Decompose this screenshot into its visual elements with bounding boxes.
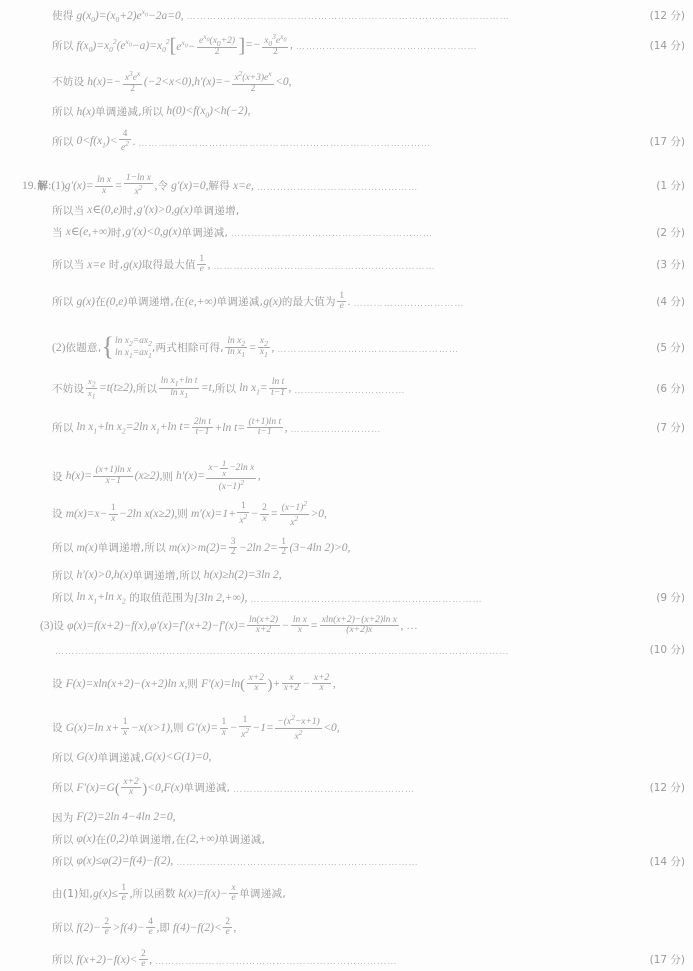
line-math: g′(x)=0, — [168, 179, 209, 192]
fraction: $\frac{(x-1)^2}{x^2}$ — [281, 498, 308, 528]
line-text: 所以当 — [52, 204, 85, 217]
line-text: 单调递增,所以 — [97, 542, 166, 555]
line-math: g′(x)>0,g(x) — [136, 204, 193, 216]
leader-dots: ……………………………………………………………… — [155, 956, 398, 966]
line-math: g(x) — [123, 258, 142, 271]
line-text: 所以 — [52, 922, 74, 935]
line-math: $\ln x_1+\ln$ $x_2=2\ln$ $x_1+\ln$ t= — [73, 421, 191, 436]
line-math: f(2)− — [73, 921, 101, 934]
line-math: = — [270, 507, 279, 520]
fraction: $\frac{2}{e}$ — [104, 916, 110, 938]
line-math: G(x)=ln x+ — [62, 721, 120, 734]
line-math: φ(x)=f(x+2)−f(x),φ′(x)=f′(x+2)−f′(x)= — [64, 619, 246, 632]
line-math: f(x+2)−f(x)< — [73, 953, 138, 966]
solution-line — [52, 70, 291, 95]
line-math: (2,+∞) — [186, 833, 219, 845]
score-label: (1 分) — [656, 180, 685, 193]
line-math: , — [289, 39, 293, 52]
line-math: <0, — [323, 721, 340, 734]
system-eq: $\ln x_1=ax_1$ — [114, 348, 152, 361]
leader-dots: ……………………………………………………………………………………………………………………… — [55, 646, 510, 656]
line-math: − — [281, 619, 290, 632]
line-math: (0,2) — [106, 833, 129, 845]
fraction: $\frac{\text{1−ln x}}{x^2}$ — [125, 172, 151, 198]
fraction: $\frac{\text{ln x}}{x}$ — [97, 174, 112, 196]
line-math: (e,+∞) — [184, 295, 217, 308]
solution-line — [52, 538, 350, 559]
fraction: $\frac{\text{2ln t}}{t-1}$ — [193, 416, 211, 438]
line-text: 则 — [177, 508, 189, 521]
line-text: 时, — [122, 204, 137, 217]
line-text: 所以当 — [52, 259, 85, 272]
leader-dots: ………………………………………… — [256, 183, 419, 193]
line-math: − — [302, 677, 311, 690]
line-text: 设 — [52, 722, 63, 735]
solution-line — [52, 332, 685, 362]
solution-line — [52, 255, 685, 276]
leader-dots: ……………………………………………… — [277, 344, 460, 354]
fraction: $\frac{\text{(x+1)ln x}}{x-1}$ — [95, 465, 132, 486]
fraction: $\frac{1}{e}$ — [339, 290, 345, 312]
solution-line — [52, 292, 685, 313]
fraction: $\frac{\text{(t+1)ln t}}{t-1}$ — [248, 416, 282, 438]
line-math: g′(x)= — [64, 179, 94, 192]
line-text: 所以 — [52, 542, 74, 555]
line-text: 设 — [53, 620, 65, 633]
line-math: φ(x) — [73, 833, 96, 845]
solution-line — [52, 645, 685, 656]
line-math: F(2)=2ln 4−4ln 2=0, — [73, 811, 176, 823]
line-math: $\ln x_1+\ln$ $x_2$ — [73, 591, 126, 606]
line-math: . — [347, 295, 351, 308]
line-text: 所以 — [52, 569, 74, 582]
fraction: $\frac{\ln(x+2)}{x+2}$ — [248, 614, 279, 636]
leader-dots: …………………………………………………… — [231, 229, 434, 239]
solution-line — [52, 8, 685, 24]
line-text: 解得 — [208, 180, 231, 193]
line-text: 依题意, — [65, 342, 102, 355]
line-text: 即 — [159, 922, 171, 935]
fraction: $\frac{x}{e}$ — [231, 882, 236, 904]
line-math: −1= — [252, 721, 274, 734]
solution-line — [52, 856, 685, 868]
line-text: 时, — [110, 226, 126, 239]
line-math: − — [229, 721, 238, 734]
score-label: (6 分) — [656, 382, 685, 395]
score-label: (3 分) — [656, 259, 685, 272]
line-text: 由(1)知, — [52, 888, 94, 901]
line-math: −2ln 2= — [238, 541, 278, 554]
line-math: f(4)−f(2)< — [170, 921, 222, 934]
line-text: 则 — [172, 722, 184, 735]
line-prefix: 使得 — [52, 9, 74, 22]
solution-line — [52, 418, 685, 439]
solution-line — [52, 752, 211, 764]
line-text: 单调递增,所以 — [132, 569, 201, 582]
line-text: ,两式相除可得, — [151, 342, 224, 355]
line-math: (−2<x<0),h′(x)=− — [143, 75, 231, 88]
fraction: $\frac{1}{x}$ — [221, 716, 227, 738]
line-text: 则 — [162, 470, 174, 483]
line-math: , — [288, 382, 292, 395]
line-math: $e^{x_0}-$ — [176, 37, 196, 53]
line-text: 单调递增,在 — [127, 296, 185, 309]
line-math: G(x) — [73, 751, 98, 763]
fraction: $\frac{\text{ln x}}{x}$ — [292, 614, 307, 636]
fraction: $\frac{4}{e}$ — [148, 916, 153, 938]
fraction: $\frac{\ln x_2}{\ln x_1}$ — [227, 335, 246, 360]
fraction: $\frac{e^{x_0}(x_0+2)}{2}$ — [198, 31, 235, 58]
line-math: , — [257, 470, 261, 483]
line-math: $g(x_0)=(x_0+2)e^{x_0}-2a=0$, — [73, 7, 184, 25]
line-text: 所以 — [52, 782, 74, 795]
line-math: (0,e) — [105, 295, 128, 308]
line-math: (2) — [52, 341, 66, 354]
line-math: , — [156, 921, 160, 934]
line-math: m(x)>m(2)= — [166, 541, 228, 554]
solution-line — [52, 205, 240, 217]
line-math: h(x)= — [62, 470, 92, 483]
line-math: $f(x_0)=x_0^2(e^{x_0}-a)=x_0^2$ — [73, 37, 170, 55]
line-math: , — [129, 887, 133, 900]
line-math: −x(x>1), — [130, 721, 173, 734]
line-text: 单调递减, — [181, 226, 229, 239]
leader-dots: ………………………………………………………… — [213, 261, 436, 271]
fraction: $\frac{\text{ln t}}{t-1}$ — [271, 377, 285, 399]
fraction: $\frac{x_2}{x_1}$ — [259, 335, 268, 360]
score-label: (7 分) — [656, 422, 685, 435]
fraction: $\frac{x_0^3e^{x_0}}{2}$ — [264, 31, 287, 58]
fraction: $\frac{x+2}{x}$ — [248, 672, 264, 694]
line-text: 在 — [95, 296, 106, 309]
line-text: 所以 — [52, 296, 74, 309]
line-math: g′(x)<0,g(x) — [125, 226, 182, 238]
fraction: $\frac{2}{e}$ — [225, 916, 231, 938]
equation-system: { $\ln x_2=ax_2$ $\ln x_1=ax_1$ — [101, 332, 152, 362]
fraction: $\frac{x_2}{x_1}$ — [87, 375, 96, 401]
line-text: 所以 — [214, 382, 237, 395]
line-math: = — [114, 179, 123, 192]
solution-line — [52, 884, 286, 905]
score-label: (12 分) — [649, 782, 685, 795]
line-math: m(x) — [73, 541, 98, 554]
line-math: , — [271, 341, 275, 354]
line-text: 的取值范围为 — [125, 592, 195, 605]
leader-dots: …………………………… — [353, 298, 465, 308]
line-math: , — [207, 258, 211, 271]
fraction: $\frac{4}{e^2}$ — [120, 128, 129, 154]
score-label: (14 分) — [649, 855, 685, 868]
line-text: 因为 — [52, 811, 74, 824]
line-math: g(x)≤ — [93, 887, 118, 900]
solution-line — [52, 377, 685, 401]
fraction: $\frac{3}{2}$ — [230, 536, 236, 558]
fraction: $\frac{x^3e^x}{2}$ — [124, 68, 141, 94]
line-prefix: 所以 — [52, 39, 74, 52]
score-label: (2 分) — [656, 226, 685, 239]
line-text: 设 — [52, 678, 63, 691]
fraction: $\frac{1}{x}$ — [122, 716, 128, 738]
line-text: 所以 — [135, 382, 158, 395]
line-math: =t, — [200, 382, 215, 395]
line-math: (3) — [40, 619, 54, 632]
solution-line — [52, 834, 265, 846]
line-text: 的最大值为 — [281, 296, 336, 309]
line-math: , — [149, 953, 153, 966]
line-math: , — [154, 179, 158, 192]
line-text: 单调递减, — [216, 296, 264, 309]
leader-dots: …………………………………………………………………………………… — [186, 12, 510, 22]
line-math: <0, — [275, 75, 292, 88]
score-label: (14 分) — [649, 39, 685, 52]
line-math: m(x)=x− — [62, 507, 108, 520]
solution-line — [52, 570, 282, 582]
line-math: g(x) — [73, 295, 95, 308]
line-math: (x≥2), — [134, 470, 163, 483]
line-math: x=e — [84, 258, 106, 271]
line-math: h′(x)>0,h(x) — [73, 569, 133, 581]
line-prefix: 不妨设 — [52, 76, 85, 89]
fraction: x− $\frac{1}{x}$ −2ln x $(x-1)^2$ — [208, 458, 255, 493]
leader-dots: ……………………………………………… — [233, 784, 416, 794]
line-text: 单调递增, — [192, 204, 240, 217]
fraction: $\frac{2}{e}$ — [140, 948, 146, 970]
jie-label: 解 — [37, 180, 49, 193]
solution-line: 设 F(x)=xln(x+2)−(x+2)ln x, 则 F′(x)=ln ( $\frac{x+2}{x}$ ) + $\frac{x}{x+2}$ − $\frac{x+2}{x}$ , — [52, 672, 336, 694]
line-math: , — [332, 677, 336, 690]
line-math: x∈(e,+∞) — [62, 226, 111, 238]
solution-line — [52, 460, 261, 494]
line-text: 单调递减, — [218, 833, 266, 846]
line-text: 单调递减, — [239, 888, 286, 901]
fraction: $\frac{x+2}{x}$ — [123, 776, 139, 798]
line-text: 令 — [157, 180, 169, 193]
line-prefix: 所以 — [52, 106, 74, 119]
line-math: $\ln x_1=$ — [236, 381, 268, 396]
line-math: F′(x)=G — [73, 781, 115, 794]
line-text: 设 — [52, 508, 63, 521]
line-text: 所以 — [52, 592, 74, 605]
fraction: $\frac{1}{x^2}$ — [241, 714, 249, 740]
line-math: [3ln 2,+∞), — [194, 591, 248, 604]
leader-dots: …………………………………………………………………………… — [138, 139, 432, 149]
fraction: $\frac{x}{x+2}$ — [283, 672, 300, 694]
line-math: G(x)<G(1)=0, — [144, 751, 212, 763]
line-math: x=e, — [230, 179, 254, 192]
solution-line — [52, 714, 340, 743]
score-label: (5 分) — [656, 342, 685, 355]
line-text: 所以 — [52, 855, 74, 868]
fraction: $\frac{\ln x_1+\ln t}{\ln x_1}$ — [160, 376, 198, 400]
leader-dots: …………………………………………………………… — [250, 594, 483, 604]
line-math: φ(x)≤φ(2)=f(4)−f(2), — [73, 855, 174, 867]
line-math: $0<f(x_1)<$ — [73, 135, 118, 150]
line-math: =t(t≥2), — [98, 382, 136, 395]
line-math: <0,F(x) — [147, 781, 184, 794]
line-math: , — [284, 421, 288, 434]
line-math: >0, — [310, 507, 327, 520]
line-text: 单调递减,所以 — [95, 106, 164, 119]
line-math: k(x)=f(x)− — [175, 887, 228, 900]
line-text: 时, — [105, 259, 124, 272]
line-math: :(1) — [48, 179, 65, 192]
line-math: >f(4)− — [112, 921, 145, 934]
line-math: h(x) — [73, 105, 95, 118]
fraction: $\frac{1}{e}$ — [121, 882, 127, 904]
line-math: . — [132, 135, 136, 148]
solution-line — [22, 174, 685, 199]
fraction: $\frac{2}{x}$ — [262, 502, 267, 524]
line-math: =− — [245, 39, 261, 52]
leader-dots: …………………………… — [294, 385, 406, 395]
line-text: 单调递增,在 — [128, 833, 187, 846]
score-label: (17 分) — [649, 136, 685, 149]
line-text: 所以函数 — [132, 888, 176, 901]
leader-dots: ……………………… — [290, 424, 382, 434]
line-math: $h(0)<f(x_0)<h(-2)$, — [163, 105, 251, 120]
score-label: (12 分) — [649, 9, 685, 22]
leader-dots: ……………………………………………………………… — [176, 858, 419, 868]
line-math: = — [248, 341, 257, 354]
line-math: F(x)=xln(x+2)−(x+2)ln x, — [62, 677, 188, 690]
line-text: 单调递减, — [183, 782, 231, 795]
line-math: F′(x)=ln — [198, 677, 241, 690]
line-text: 不妨设 — [52, 382, 85, 395]
score-label: (9 分) — [656, 592, 685, 605]
line-prefix: 所以 — [52, 136, 74, 149]
line-text: 则 — [187, 678, 199, 691]
solution-line: 所以 F′(x)=G ( $\frac{x+2}{x}$ ) <0,F(x) 单调递减, ……………………………………………… (12 分) — [52, 776, 685, 798]
score-label: (17 分) — [649, 954, 685, 967]
line-math: , — [233, 921, 237, 934]
line-text: 所以 — [52, 833, 74, 846]
line-math: +ln t= — [214, 421, 246, 434]
line-math: g(x) — [263, 295, 282, 308]
line-math: (3−4ln 2)>0, — [289, 541, 351, 554]
fraction: $\frac{1}{x}$ — [110, 502, 116, 524]
line-math: , … — [400, 619, 418, 632]
solution-line — [52, 918, 236, 939]
solution-line — [52, 812, 175, 824]
solution-line — [52, 106, 251, 119]
fraction: $\frac{-(x^2-x+1)}{x^2}$ — [277, 712, 320, 742]
line-text: 取得最大值 — [141, 259, 196, 272]
line-math: = — [310, 619, 319, 632]
line-math: m′(x)=1+ — [188, 507, 236, 520]
solution-line: 所以 $f(x_0)=x_0^2(e^{x_0}-a)=x_0^2$ [ $e^{x_0}-$ $\frac{e^{x_0}(x_0+2)}{2}$ ] =− $\frac{x_0^3e^{x_0}}{2}$ , ……………………………………………… (14 分) — [52, 31, 685, 58]
line-math: x∈(0,e) — [84, 204, 123, 216]
line-math: h(x)≥h(2)=3ln 2, — [200, 569, 282, 581]
line-text: 在 — [95, 833, 107, 846]
score-label: (4 分) — [656, 296, 685, 309]
fraction: $\frac{1}{2}$ — [281, 536, 287, 558]
line-math: − — [250, 507, 259, 520]
line-text: 所以 — [52, 954, 74, 967]
fraction: $\frac{x^2(x+3)e^x}{2}$ — [234, 68, 272, 94]
line-math: + — [272, 677, 281, 690]
fraction: $\frac{x+2}{x}$ — [313, 672, 330, 694]
line-math: h(x)=− — [84, 75, 122, 88]
fraction: $\frac{\text{xln(x+2)−(x+2)ln x}}{(x+2)x}$ — [321, 614, 397, 636]
line-text: 当 — [52, 226, 63, 239]
fraction: $\frac{1}{e}$ — [199, 253, 205, 275]
score-label: (10 分) — [649, 644, 685, 656]
line-math: h′(x)= — [173, 470, 205, 483]
system-eq: $\ln x_2=ax_2$ — [114, 336, 152, 348]
line-text: 所以 — [52, 751, 74, 764]
fraction: $\frac{1}{x^2}$ — [239, 500, 248, 526]
solution-line — [52, 500, 327, 529]
line-text: 单调递减, — [97, 751, 145, 764]
solution-line — [52, 592, 685, 605]
leader-dots: ……………………………………………… — [295, 42, 478, 52]
line-math: −2ln x(x≥2), — [119, 507, 178, 520]
solution-line — [40, 616, 689, 637]
line-math: G′(x)= — [183, 721, 219, 734]
solution-line — [52, 130, 685, 155]
line-text: 设 — [52, 470, 63, 483]
line-text: 所以 — [52, 422, 74, 435]
solution-line — [52, 227, 685, 239]
question-number: 19. — [22, 179, 37, 192]
